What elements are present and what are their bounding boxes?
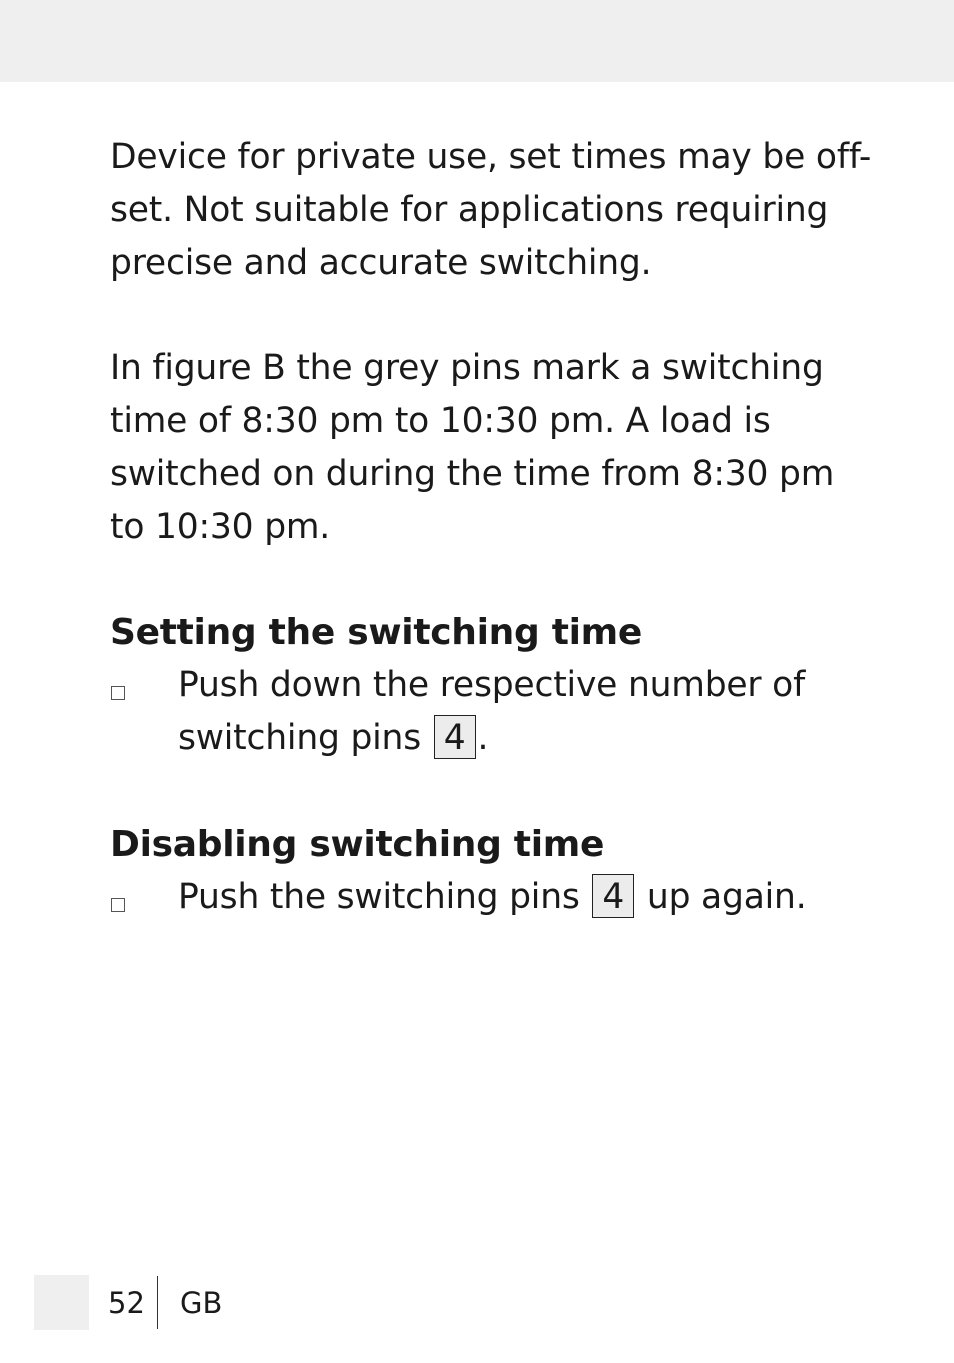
setting-step-line	[178, 712, 805, 765]
figure-line: In figure B the grey pins mark a switching	[110, 348, 824, 388]
page-number: 52	[108, 1286, 145, 1320]
figure-line: time of 8:30 pm to 10:30 pm. A load is	[110, 401, 771, 441]
intro-line: set. Not suitable for applications requiring	[110, 190, 829, 230]
intro-paragraph	[110, 131, 871, 290]
setting-step-line: Push down the respective number of	[178, 665, 806, 705]
checkbox-bullet-icon	[111, 898, 125, 912]
setting-step-text	[178, 659, 805, 765]
figure-line: to 10:30 pm.	[110, 507, 331, 547]
part-reference-badge: 4	[592, 874, 634, 918]
footer-tab	[34, 1275, 89, 1330]
disabling-step-line	[178, 871, 806, 924]
part-reference-badge: 4	[434, 715, 476, 759]
intro-line: Device for private use, set times may be off-	[110, 137, 872, 177]
setting-step-text-part: switching pins	[178, 718, 432, 758]
figure-b-paragraph	[110, 342, 834, 554]
disabling-step-text-part: up again.	[636, 877, 807, 917]
figure-line: switched on during the time from 8:30 pm	[110, 454, 835, 494]
checkbox-bullet-icon	[111, 686, 125, 700]
footer-divider	[157, 1276, 158, 1329]
intro-line: precise and accurate switching.	[110, 243, 652, 283]
page-header-bar	[0, 0, 954, 82]
disabling-step-text	[178, 871, 806, 924]
setting-step-text-part: .	[477, 718, 489, 758]
disabling-heading: Disabling switching time	[110, 824, 605, 865]
language-code: GB	[180, 1286, 223, 1320]
setting-heading: Setting the switching time	[110, 612, 642, 653]
disabling-step-text-part: Push the switching pins	[178, 877, 591, 917]
